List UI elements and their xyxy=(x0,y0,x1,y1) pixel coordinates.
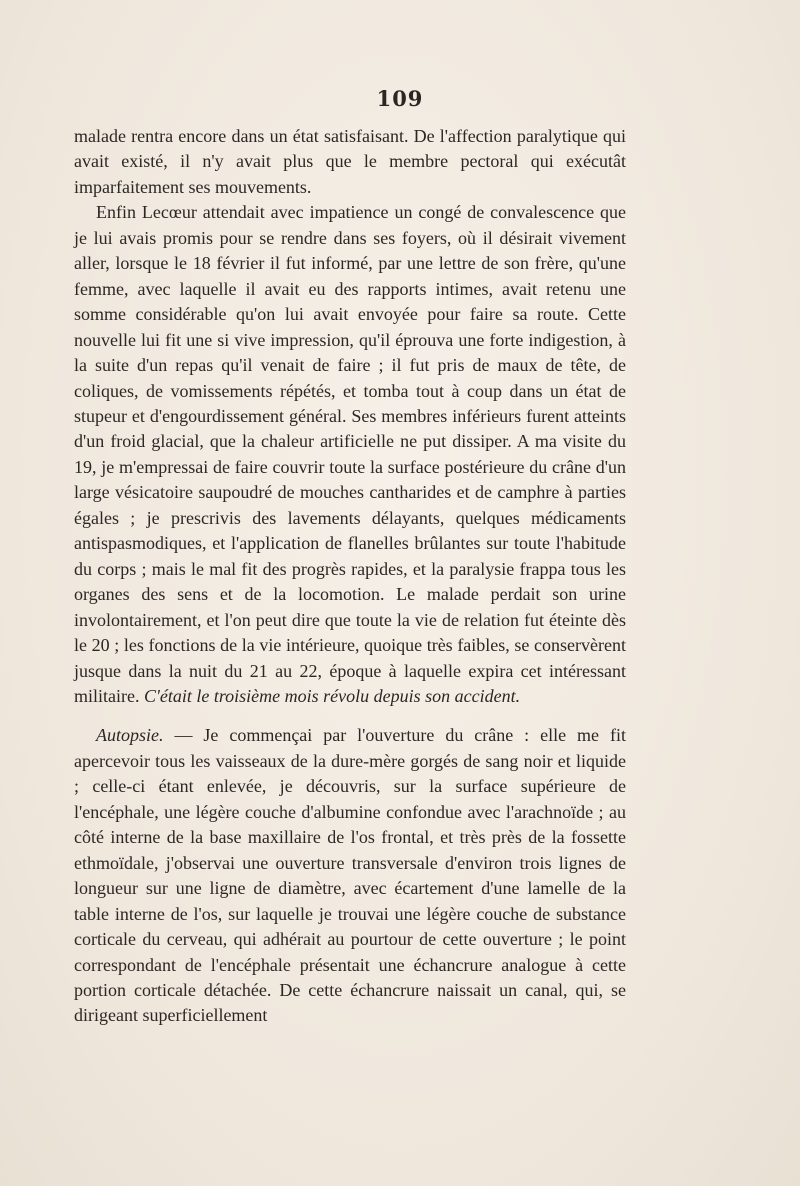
paragraph-lecoeur-italic: C'était le troisième mois révolu depuis son accident. xyxy=(143,685,521,706)
autopsie-label: Autopsie. xyxy=(96,725,164,746)
body-text xyxy=(74,124,626,1029)
page-number: 109 xyxy=(376,86,424,111)
paragraph-lecoeur xyxy=(74,200,626,709)
paragraph-continued: malade rentra encore dans un état satisfaisant. De l'affection paralytique qui avait existé, il n'y avait plus que le membre pectoral qui exécutât imparfaitement ses mouvements. xyxy=(74,126,626,197)
autopsie-text: — Je commençai par l'ouverture du crâne : elle me fit apercevoir tous les vaisseaux de la dure-mère gorgés de sang noir et liquide ; celle-ci étant enlevée, je découvris, sur la surface supérieure de l'encéphale, une légère couche d'albumine confondue avec l'arachnoïde ; au côté interne de la base maxillaire de l'os frontal, et très près de la fossette ethmoïdale, j'observai une ouverture transversale d'environ trois lignes de longueur sur une ligne de diamètre, avec écartement d'une lamelle de la table interne de l'os, sur laquelle je trouvai une légère couche de substance corticale du cerveau, qui adhérait au pourtour de cette ouverture ; le point correspondant de l'encéphale présentait une échancrure analogue à cette portion corticale détachée. De cette échancrure naissait un canal, qui, se dirigeant superficiellement xyxy=(74,725,626,1026)
paragraph-autopsie xyxy=(74,723,626,1028)
paragraph-lecoeur-text: Enfin Lecœur attendait avec impatience un congé de convalescence que je lui avais promis pour se rendre dans ses foyers, où il désirait vivement aller, lorsque le 18 février il fut informé, par une lettre de son frère, qu'une femme, avec laquelle il avait eu des rapports intimes, avait retenu une somme considérable qu'on lui avait envoyée pour faire sa route. Cette nouvelle lui fit une si vive impression, qu'il éprouva une forte indigestion, à la suite d'un repas qu'il venait de faire ; il fut pris de maux de tête, de coliques, de vomissements répétés, et tomba tout à coup dans un état de stupeur et d'engourdissement général. Ses membres inférieurs furent atteints d'un froid glacial, que la chaleur artificielle ne put dissiper. A ma visite du 19, je m'empressai de faire couvrir toute la surface postérieure du crâne d'un large vésicatoire saupoudré de mouches cantharides et de camphre à parties égales ; je prescrivis des lavements délayants, quelques médicaments antispasmodiques, et l'application de flanelles brûlantes sur toute l'habitude du corps ; mais le mal fit des progrès rapides, et la paralysie frappa tous les organes des sens et de la locomotion. Le malade perdait son urine involontairement, et l'on peut dire que toute la vie de relation fut éteinte dès le 20 ; les fonctions de la vie intérieure, quoique très faibles, se conservèrent jusque dans la nuit du 21 au 22, époque à laquelle expira cet intéressant militaire. xyxy=(74,202,626,706)
